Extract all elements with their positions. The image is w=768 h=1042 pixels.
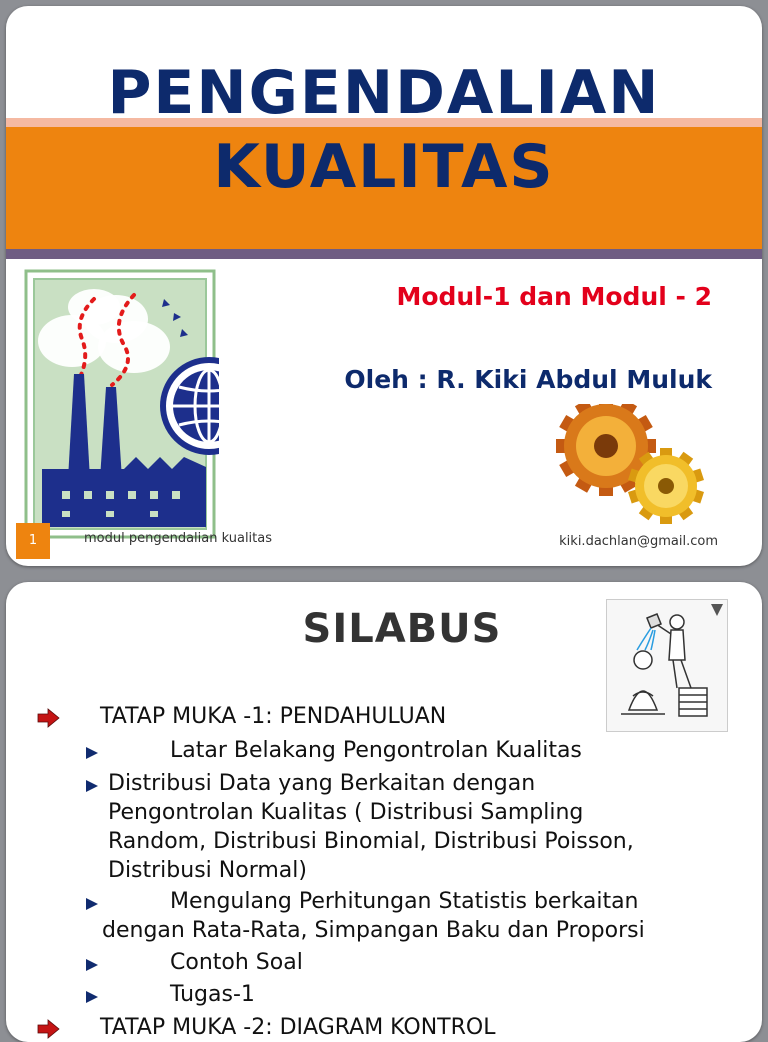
triangle-bullet-icon	[86, 780, 98, 792]
slide-number: 1	[16, 523, 50, 559]
triangle-bullet-icon	[86, 959, 98, 971]
factory-globe-icon	[24, 269, 219, 539]
list-item-line: Mengulang Perhitungan Statistis berkaitan	[170, 889, 639, 914]
list-item-line: Distribusi Data yang Berkaitan dengan	[108, 771, 536, 796]
red-arrow-bullet-icon	[36, 708, 60, 728]
author-line: Oleh : R. Kiki Abdul Muluk	[344, 365, 712, 394]
cartoon-illustration-icon	[606, 599, 728, 732]
title-line-2: KUALITAS	[213, 132, 555, 202]
list-item-text: TATAP MUKA -1: PENDAHULUAN	[100, 704, 447, 729]
list-item-text: Contoh Soal	[170, 950, 303, 975]
triangle-bullet-icon	[86, 747, 98, 759]
list-item-line: Random, Distribusi Binomial, Distribusi Poisson,	[108, 829, 634, 854]
list-item-text: TATAP MUKA -2: DIAGRAM KONTROL	[100, 1015, 496, 1040]
footer-email: kiki.dachlan@gmail.com	[559, 534, 718, 549]
list-item-text: Latar Belakang Pengontrolan Kualitas	[170, 738, 582, 763]
triangle-bullet-icon	[86, 898, 98, 910]
triangle-bullet-icon	[86, 991, 98, 1003]
footer-left: modul pengendalian kualitas	[84, 531, 273, 546]
list-item-line: dengan Rata-Rata, Simpangan Baku dan Proporsi	[102, 918, 645, 943]
syllabus-slide	[6, 582, 762, 1042]
list-item-line: Pengontrolan Kualitas ( Distribusi Sampling	[108, 800, 584, 825]
subtitle: Modul-1 dan Modul - 2	[396, 282, 712, 311]
slide-title: SILABUS	[302, 606, 502, 652]
band-bottom-stripe	[6, 249, 762, 259]
title-slide	[6, 6, 762, 566]
title-line-1: PENGENDALIAN	[107, 58, 661, 128]
list-item-line: Distribusi Normal)	[108, 858, 307, 883]
red-arrow-bullet-icon	[36, 1019, 60, 1039]
gears-icon	[544, 404, 716, 524]
list-item-text: Tugas-1	[170, 982, 255, 1007]
